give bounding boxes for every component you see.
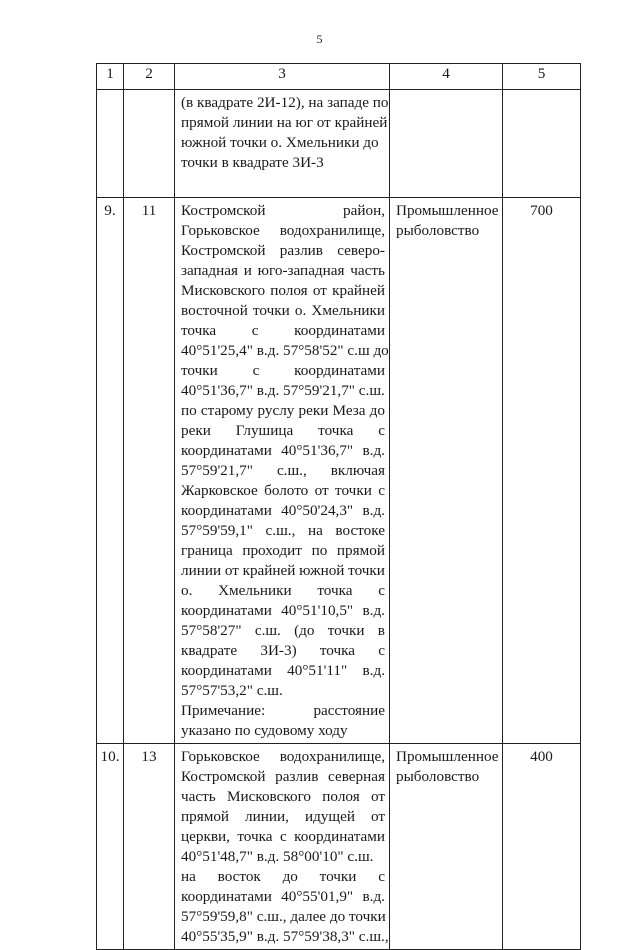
site-description xyxy=(175,198,390,744)
description-line: Жарковское болото от точки с xyxy=(181,482,385,499)
site-description xyxy=(175,90,390,198)
table-header-row xyxy=(97,64,581,90)
description-line: координатами 40°51'11" в.д. xyxy=(181,662,385,679)
table-row xyxy=(97,198,581,744)
description-line: Примечание: расстояние xyxy=(181,702,385,719)
description-line: 57°59'21,7" с.ш., включая xyxy=(181,462,385,479)
description-line: прямой линии на юг от крайней xyxy=(181,114,388,131)
row-number: 9. xyxy=(97,198,124,744)
description-line: на восток до точки с xyxy=(181,868,385,885)
description-line: о. Хмельники точка с xyxy=(181,582,385,599)
row-number xyxy=(97,90,124,198)
header-cell-1: 1 xyxy=(97,64,124,90)
description-line: точки в квадрате 3И-3 xyxy=(181,154,324,171)
description-line: южной точки о. Хмельники до xyxy=(181,134,379,151)
description-line: Мисковского полоя от крайней xyxy=(181,282,385,299)
usage-purpose: Промышленное рыболовство xyxy=(390,198,503,744)
description-line: 40°51'25,4" в.д. 57°58'52" с.ш до xyxy=(181,342,389,359)
site-area: 400 xyxy=(503,744,581,950)
fishing-sites-table xyxy=(96,63,581,950)
page-number: 5 xyxy=(316,32,323,46)
description-line: 57°59'59,8" с.ш., далее до точки xyxy=(181,908,386,925)
description-line: 40°51'48,7" в.д. 58°00'10" с.ш. xyxy=(181,848,374,865)
description-line: 57°57'53,2" с.ш. xyxy=(181,682,283,699)
table-row xyxy=(97,90,581,198)
description-line: часть Мисковского полоя от xyxy=(181,788,385,805)
site-description xyxy=(175,744,390,950)
description-line: восточной точки о. Хмельники xyxy=(181,302,385,319)
site-area: 700 xyxy=(503,198,581,744)
description-line: указано по судовому ходу xyxy=(181,722,348,739)
header-cell-5: 5 xyxy=(503,64,581,90)
site-number: 11 xyxy=(124,198,175,744)
description-line: Костромской разлив северная xyxy=(181,768,385,785)
site-number: 13 xyxy=(124,744,175,950)
description-line: координатами 40°51'10,5" в.д. xyxy=(181,602,385,619)
description-line: точка с координатами xyxy=(181,322,385,339)
description-line: 57°58'27" с.ш. (до точки в xyxy=(181,622,385,639)
table-row xyxy=(97,744,581,950)
usage-purpose xyxy=(390,90,503,198)
description-line: 57°59'59,1" с.ш., на востоке xyxy=(181,522,385,539)
description-line: (в квадрате 2И-12), на западе по xyxy=(181,94,389,111)
description-line: по старому руслу реки Меза до xyxy=(181,402,385,419)
header-cell-3: 3 xyxy=(175,64,390,90)
usage-purpose: Промышленное рыболовство xyxy=(390,744,503,950)
description-line: линии от крайней южной точки xyxy=(181,562,385,579)
description-line: прямой линии, идущей от xyxy=(181,808,385,825)
description-line: 40°51'36,7" в.д. 57°59'21,7" с.ш. xyxy=(181,382,385,399)
description-line: точки с координатами xyxy=(181,362,385,379)
description-line: реки Глушица точка с xyxy=(181,422,385,439)
site-number xyxy=(124,90,175,198)
description-line: церкви, точка с координатами xyxy=(181,828,385,845)
description-line: граница проходит по прямой xyxy=(181,542,385,559)
description-line: координатами 40°50'24,3" в.д. xyxy=(181,502,385,519)
description-line: Костромской район, xyxy=(181,202,385,219)
site-area xyxy=(503,90,581,198)
description-line: координатами 40°55'01,9" в.д. xyxy=(181,888,385,905)
description-line: Горьковское водохранилище, xyxy=(181,222,385,239)
description-line: Горьковское водохранилище, xyxy=(181,748,385,765)
header-cell-4: 4 xyxy=(390,64,503,90)
description-line: квадрате 3И-3) точка с xyxy=(181,642,385,659)
description-line: западная и юго-западная часть xyxy=(181,262,385,279)
description-line: 40°55'35,9" в.д. 57°59'38,3" с.ш., xyxy=(181,928,389,945)
description-line: Костромской разлив северо- xyxy=(181,242,385,259)
row-number: 10. xyxy=(97,744,124,950)
description-line: координатами 40°51'36,7" в.д. xyxy=(181,442,385,459)
header-cell-2: 2 xyxy=(124,64,175,90)
